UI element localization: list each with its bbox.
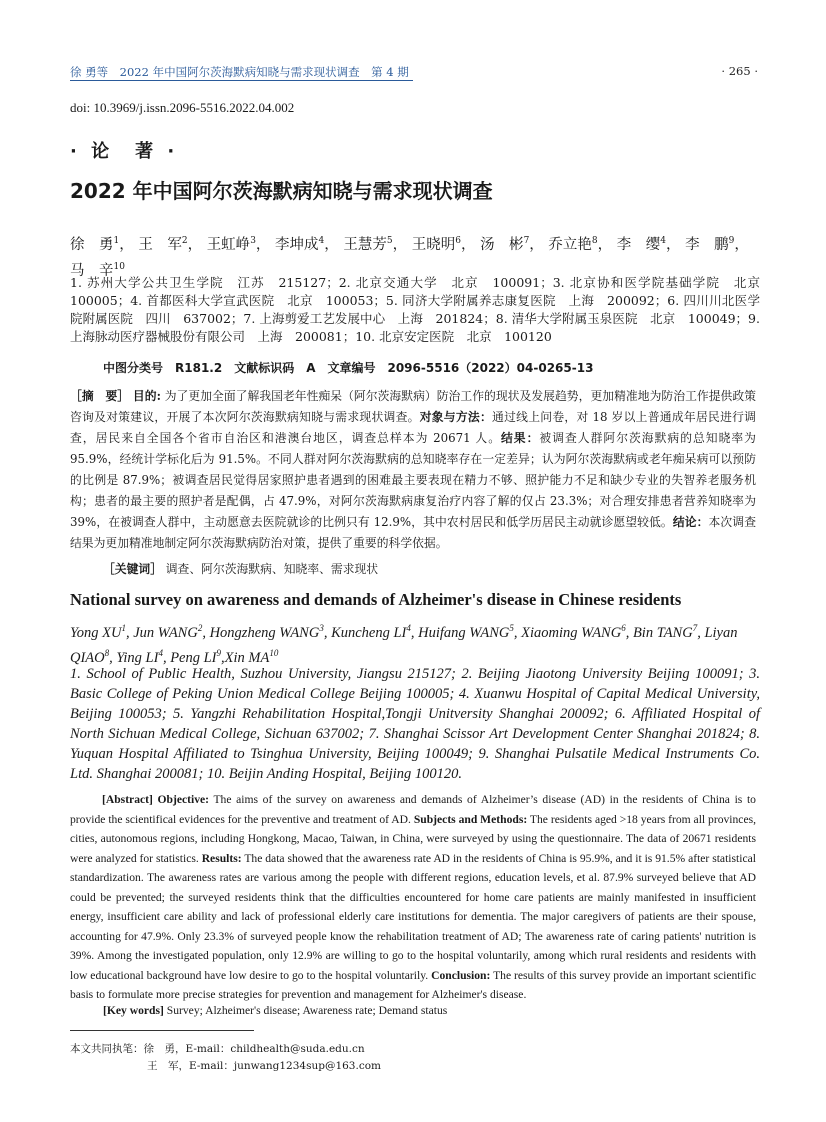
keywords-cn-text: 调查、阿尔茨海默病、知晓率、需求现状 bbox=[165, 562, 379, 576]
results-text-cn: 被调查人群阿尔茨海默病的总知晓率为 95.9%，经统计学标化后为 91.5%。不同人群对阿尔茨海默病的总知晓率存在一定差异；认为阿尔茨海默病或老年痴呆病可以预防的比例是 87.9%；被调查居民觉得居家照护患者遇到的困难最主要表现在精力不够、照护能力不足和缺少专业的失智养老服务机构；患者的最主要的照护者是配偶，占 47.9%，对阿尔茨海默病康复治疗内容了解的仅占 23.3%；对合理安排患者营养知晓率为 39%，在被调查人群中，主动愿意去医院就诊的比例只有 12.9%，其中农村居民和低学历居民主动就诊愿望较低。 bbox=[70, 431, 756, 529]
objective-label-en: Objective: bbox=[157, 793, 210, 806]
keywords-en bbox=[103, 1004, 447, 1017]
author-cn: 乔立艳$^8$ bbox=[548, 236, 598, 253]
keywords-cn bbox=[103, 560, 378, 577]
results-label-cn: 结果： bbox=[501, 431, 540, 445]
authors-cn: 徐 勇$^1$， 王 军$^2$， 王虹峥$^3$， 李坤成$^4$， 王慧芳$^5$， 王晓明$^6$， 汤 彬$^7$， 乔立艳$^8$， 李 缨$^4$， 李 鹏$^9$， 马 辛$^{10}$ bbox=[70, 236, 749, 279]
author-cn: 王 军$^2$ bbox=[138, 236, 188, 253]
abstract-en bbox=[70, 790, 756, 1005]
conclusion-label-cn: 结论： bbox=[672, 515, 709, 529]
classification-line: 中图分类号 R181.2 文献标识码 A 文章编号 2096-5516（2022）04-0265-13 bbox=[103, 361, 594, 375]
author-cn: 李 缨$^4$ bbox=[616, 236, 666, 253]
author-en: Yong $XU^1$ bbox=[70, 623, 126, 641]
abstract-cn-label: ［摘 要］ bbox=[70, 389, 130, 403]
author-en: Liyan QIAO$^8$ bbox=[70, 624, 738, 666]
conclusion-text-cn: 本次调查结果为更加精准地制定阿尔茨海默病防治对策，提供了重要的科学依据。 bbox=[70, 515, 756, 550]
conclusion-text-en: The results of this survey provide an important scientific basis to formulate more precise strategies for prevention and management for Alzheimer's disease. bbox=[70, 968, 756, 1001]
running-head bbox=[70, 62, 758, 82]
affiliations-en: 1. School of Public Health, Suzhou University, Jiangsu 215127; 2. Beijing Jiaotong University Beijing 100091; 3. Basic College of Peking Union Medical College Beijing 100005; 4. Xuanwu Hospital of Capital Medical University, Beijing 100053; 5. Yangzhi Rehabilitation Hospital,Tongji Unitversity Shanghai 200092; 6. Affiliated Hospital of North Sichuan Medical College, Sichuan 637002; 7. Shanghai Scissor Art Development Center Shanghai 201824; 8. Yuquan Hospital Affiliated to Tsinghua University, Beijing 100049; 9. Shanghai Pulsatile Medical Instruments Co. Ltd. Shanghai 200081; 10. Beijin Anding Hospital, Beijing 100120. bbox=[70, 666, 760, 782]
objective-text-cn: 为了更加全面了解我国老年性痴呆（阿尔茨海默病）防治工作的现状及发展趋势，更加精准地为防治工作提供政策咨询及对策建议，开展了本次阿尔茨海默病知晓与需求现状调查。 bbox=[70, 389, 756, 424]
footnote-line-2: 王 军，E-mail：junwang1234sup@163.com bbox=[147, 1060, 381, 1072]
abstract-cn bbox=[70, 386, 756, 554]
section-label: · 论 著 · bbox=[70, 141, 179, 162]
keywords-en-label: [Key words] bbox=[103, 1004, 164, 1017]
doi[interactable]: doi: 10.3969/j.issn.2096-5516.2022.04.002 bbox=[70, 100, 295, 115]
footnote bbox=[70, 1041, 770, 1075]
author-cn: 汤 彬$^7$ bbox=[480, 236, 530, 253]
author-en: Hongzheng WANG$^3$ bbox=[209, 623, 324, 641]
footnote-rule bbox=[70, 1030, 254, 1031]
author-en: Kuncheng $LI^4$ bbox=[331, 623, 411, 641]
author-cn: 王虹峥$^3$ bbox=[206, 236, 256, 253]
objective-label-cn: 目的: bbox=[132, 389, 161, 403]
objective-text-en: The aims of the survey on awareness and demands of Alzheimer’s disease (AD) in the residents of China is to provide the scientifical evidences for the preventive and treatment of AD. bbox=[70, 793, 756, 826]
page-title-en: National survey on awareness and demands of Alzheimer's disease in Chinese residents bbox=[70, 590, 682, 609]
author-en: Peng $LI^9$ bbox=[170, 647, 221, 666]
author-cn: 王晓明$^6$ bbox=[411, 236, 461, 253]
authors-en: Yong $XU^1$, Jun WANG$^2$, Hongzheng WANG$^3$, Kuncheng $LI^4$, Huifang WANG$^5$, Xiaoming WANG$^6$, Bin TANG$^7$, Liyan QIAO$^8$, Ying $LI^4$, Peng $LI^9,Xin$ MA$^{10}$ bbox=[70, 623, 738, 666]
methods-label-en: Subjects and Methods: bbox=[413, 812, 528, 826]
affiliations-cn: 1. 苏州大学公共卫生学院 江苏 215127；2. 北京交通大学 北京 100091；3. 北京协和医学院基础学院 北京 100005；4. 首都医科大学宣武医院 北京 100053；5. 同济大学附属养志康复医院 上海 200092；6. 四川川北医学院附属医院 四川 637002；7. 上海剪爱工艺发展中心 上海 201824；8. 清华大学附属玉泉医院 北京 100049；9. 上海脉动医疗器械股份有限公司 上海 200081；10. 北京安定医院 北京 100120 bbox=[70, 275, 773, 344]
author-cn: 王慧芳$^5$ bbox=[343, 236, 393, 253]
running-head-left: 徐 勇等 2022 年中国阿尔茨海默病知晓与需求现状调查 第 4 期 bbox=[70, 65, 409, 79]
conclusion-label-en: Conclusion: bbox=[431, 968, 491, 982]
author-en: Bin TANG$^7$ bbox=[632, 623, 698, 641]
page-title-cn: 2022 年中国阿尔茨海默病知晓与需求现状调查 bbox=[70, 179, 493, 203]
author-en: Jun WANG$^2$ bbox=[133, 623, 203, 641]
results-label-en: Results: bbox=[201, 851, 242, 865]
keywords-cn-label: ［关键词］ bbox=[103, 562, 162, 576]
page-number: · 265 · bbox=[721, 64, 758, 78]
author-en: Xiaoming WANG$^6$ bbox=[521, 623, 626, 641]
abstract-en-label: [Abstract] bbox=[102, 793, 153, 806]
author-cn: 马 辛$^{10}$ bbox=[70, 261, 125, 279]
footnote-line-1: 本文共同执笔：徐 勇，E-mail：childhealth@suda.edu.cn bbox=[70, 1043, 365, 1055]
author-cn: 徐 勇$^1$ bbox=[70, 236, 120, 253]
methods-label-cn: 对象与方法： bbox=[419, 410, 493, 424]
author-en: Huifang WANG$^5$ bbox=[418, 623, 514, 641]
methods-text-cn: 通过线上问卷，对 18 岁以上普通成年居民进行调查，居民来自全国各个省市自治区和港澳台地区，调查总样本为 20671 人。 bbox=[70, 410, 756, 445]
author-en: Xin MA$^{10}$ bbox=[224, 647, 279, 666]
keywords-en-text: Survey; Alzheimer's disease; Awareness rate; Demand status bbox=[166, 1004, 448, 1017]
methods-text-en: The residents aged >18 years from all provinces, cities, autonomous regions, including Hongkong, Macao, Taiwan, in China, were surveyed by using the questionnaire. The data of 20671 residents were analyzed for statistics. bbox=[70, 812, 757, 865]
author-en: Ying $LI^4$ bbox=[116, 647, 163, 666]
author-cn: 李 鹏$^9$ bbox=[685, 236, 735, 253]
results-text-en: The data showed that the awareness rate AD in the residents of China is 95.9%, and it is 91.5% after statistical standardization. The awareness rates are various among the people with different regions, education levels, et al. 87.9% surveyed believe that AD could be prevented; the surveyed residents think that the difficulties encountered for home care patients are mainly manifested in insufficient energy, insufficient care ability and lack of professional elderly care institutions for dementia. The major caregivers of patients are their spouse, accounting for 47.9%. Only 23.3% of surveyed people know the rehabilitation treatment of AD; The awareness rate of caring patients' nutrition is 39%. Among the investigated population, only 12.9% are willing to go to the hospital voluntarily, among which rural residents and residents with low educational background have low desire to go to the hospital voluntarily. bbox=[70, 851, 756, 982]
author-cn: 李坤成$^4$ bbox=[275, 236, 325, 253]
running-head-rule bbox=[70, 80, 413, 81]
